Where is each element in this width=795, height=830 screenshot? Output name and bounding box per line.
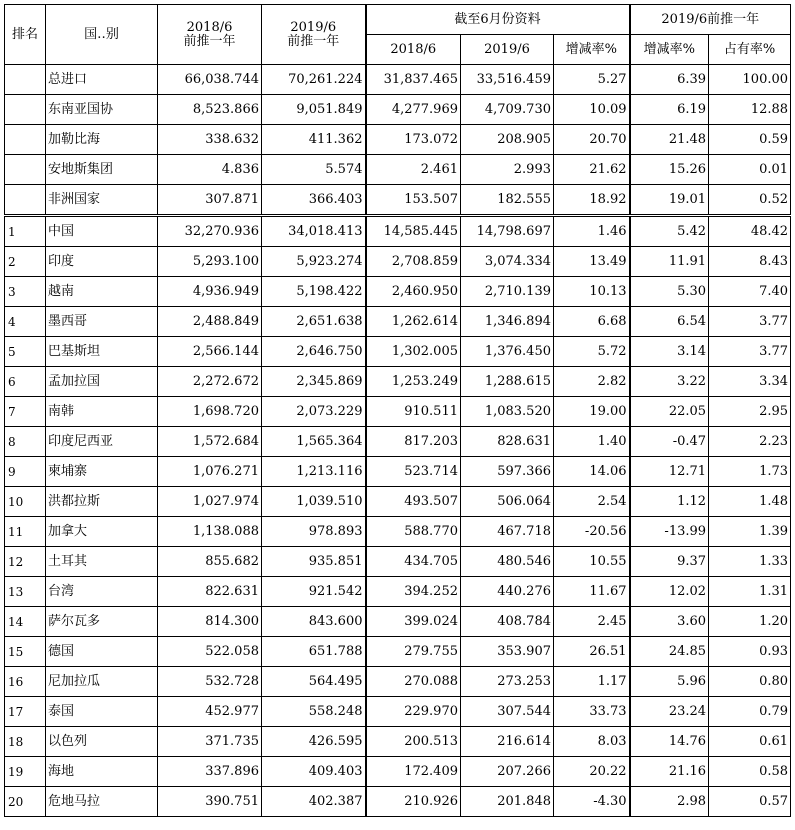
june-2019-cell: 3,074.334 — [461, 247, 554, 277]
table-row — [5, 487, 791, 517]
june-data-group-header: 截至6月份资料 — [366, 5, 630, 35]
trailing-share-cell: 0.58 — [709, 757, 791, 787]
june-2018-cell: 270.088 — [366, 667, 461, 697]
june-change-cell: 2.54 — [554, 487, 630, 517]
rank-cell: 12 — [5, 547, 46, 577]
table-row — [5, 757, 791, 787]
trailing-2018-cell: 337.896 — [158, 757, 262, 787]
june-2018-cell: 2,708.859 — [366, 247, 461, 277]
trailing-2019-date: 2019/6 — [290, 19, 337, 35]
trailing-2018-label: 前推一年 — [183, 33, 236, 49]
trailing-share-cell: 0.59 — [709, 125, 791, 155]
june-2019-cell: 201.848 — [461, 787, 554, 817]
trailing-share-cell: 0.79 — [709, 697, 791, 727]
rank-cell: 13 — [5, 577, 46, 607]
trailing-share-cell: 0.52 — [709, 185, 791, 216]
trailing-change-cell: 12.71 — [630, 457, 709, 487]
country-name-cell: 中国 — [46, 216, 158, 247]
june-2018-cell: 14,585.445 — [366, 216, 461, 247]
table-row — [5, 185, 791, 216]
trailing-2019-cell: 5.574 — [262, 155, 366, 185]
table-row — [5, 607, 791, 637]
country-name-cell: 东南亚国协 — [46, 95, 158, 125]
trailing-share-cell: 48.42 — [709, 216, 791, 247]
table-row — [5, 65, 791, 95]
trailing-2019-cell: 2,646.750 — [262, 337, 366, 367]
june-2018-cell: 523.714 — [366, 457, 461, 487]
june-2018-cell: 1,302.005 — [366, 337, 461, 367]
trailing-share-cell: 3.77 — [709, 307, 791, 337]
june-change-cell: 33.73 — [554, 697, 630, 727]
trailing-2019-cell: 558.248 — [262, 697, 366, 727]
june-2018-cell: 279.755 — [366, 637, 461, 667]
table-row — [5, 216, 791, 247]
june-2019-cell: 1,376.450 — [461, 337, 554, 367]
trailing-change-cell: 21.48 — [630, 125, 709, 155]
june-2018-cell: 493.507 — [366, 487, 461, 517]
country-name-cell: 越南 — [46, 277, 158, 307]
country-name-cell: 安地斯集团 — [46, 155, 158, 185]
june-2018-cell: 4,277.969 — [366, 95, 461, 125]
trailing-2019-label: 前推一年 — [287, 33, 340, 49]
june-change-cell: 10.09 — [554, 95, 630, 125]
june-2018-cell: 210.926 — [366, 787, 461, 817]
trailing-2019-cell: 2,073.229 — [262, 397, 366, 427]
trailing-2018-cell: 32,270.936 — [158, 216, 262, 247]
june-2018-header: 2018/6 — [366, 35, 461, 65]
june-2019-cell: 207.266 — [461, 757, 554, 787]
june-change-cell: 1.46 — [554, 216, 630, 247]
june-2019-cell: 14,798.697 — [461, 216, 554, 247]
june-change-cell: -20.56 — [554, 517, 630, 547]
june-2019-cell: 1,346.894 — [461, 307, 554, 337]
trailing-share-cell: 3.34 — [709, 367, 791, 397]
trailing-change-cell: 11.91 — [630, 247, 709, 277]
trailing-2018-cell: 1,027.974 — [158, 487, 262, 517]
trailing-2018-cell: 2,272.672 — [158, 367, 262, 397]
trailing-2018-cell: 8,523.866 — [158, 95, 262, 125]
country-name-cell: 德国 — [46, 637, 158, 667]
trailing-change-cell: 1.12 — [630, 487, 709, 517]
trailing-2019-cell: 366.403 — [262, 185, 366, 216]
trailing-share-cell: 0.01 — [709, 155, 791, 185]
trailing-change-cell: 9.37 — [630, 547, 709, 577]
country-name-cell: 印度 — [46, 247, 158, 277]
june-2018-cell: 910.511 — [366, 397, 461, 427]
table-row — [5, 367, 791, 397]
trailing-2018-cell: 5,293.100 — [158, 247, 262, 277]
table-row — [5, 697, 791, 727]
june-2018-cell: 172.409 — [366, 757, 461, 787]
rank-cell — [5, 125, 46, 155]
june-2019-cell: 440.276 — [461, 577, 554, 607]
trailing-2018-cell: 338.632 — [158, 125, 262, 155]
june-2019-cell: 4,709.730 — [461, 95, 554, 125]
country-name-cell: 墨西哥 — [46, 307, 158, 337]
trailing-2018-cell: 390.751 — [158, 787, 262, 817]
trailing-change-cell: 15.26 — [630, 155, 709, 185]
country-name-cell: 柬埔寨 — [46, 457, 158, 487]
trailing-change-cell: 21.16 — [630, 757, 709, 787]
rank-cell: 17 — [5, 697, 46, 727]
trailing-2018-cell: 371.735 — [158, 727, 262, 757]
june-change-cell: 13.49 — [554, 247, 630, 277]
june-2019-cell: 597.366 — [461, 457, 554, 487]
june-2019-cell: 353.907 — [461, 637, 554, 667]
trailing-share-cell: 100.00 — [709, 65, 791, 95]
trailing-change-cell: 6.19 — [630, 95, 709, 125]
june-2019-cell: 307.544 — [461, 697, 554, 727]
trailing-change-cell: 2.98 — [630, 787, 709, 817]
table-row — [5, 277, 791, 307]
june-change-cell: 10.55 — [554, 547, 630, 577]
rank-cell: 11 — [5, 517, 46, 547]
trailing-2018-cell: 307.871 — [158, 185, 262, 216]
table-row — [5, 787, 791, 817]
table-row — [5, 95, 791, 125]
june-2018-cell: 399.024 — [366, 607, 461, 637]
trailing-share-cell: 1.31 — [709, 577, 791, 607]
trailing-share-cell: 12.88 — [709, 95, 791, 125]
trailing-share-cell: 1.33 — [709, 547, 791, 577]
trailing-2019-header — [262, 5, 366, 65]
june-2018-cell: 394.252 — [366, 577, 461, 607]
country-name-cell: 台湾 — [46, 577, 158, 607]
rank-cell: 5 — [5, 337, 46, 367]
june-change-cell: 11.67 — [554, 577, 630, 607]
rank-cell: 8 — [5, 427, 46, 457]
trailing-2019-cell: 1,565.364 — [262, 427, 366, 457]
rank-cell: 16 — [5, 667, 46, 697]
june-2018-cell: 2,460.950 — [366, 277, 461, 307]
trailing-2019-cell: 5,198.422 — [262, 277, 366, 307]
rank-cell — [5, 185, 46, 216]
trailing-share-cell: 1.48 — [709, 487, 791, 517]
country-name-cell: 土耳其 — [46, 547, 158, 577]
june-2019-cell: 2.993 — [461, 155, 554, 185]
june-2019-cell: 2,710.139 — [461, 277, 554, 307]
june-change-header: 增减率% — [554, 35, 630, 65]
trailing-share-cell: 0.61 — [709, 727, 791, 757]
june-2019-cell: 828.631 — [461, 427, 554, 457]
trailing-2019-cell: 564.495 — [262, 667, 366, 697]
june-2018-cell: 1,253.249 — [366, 367, 461, 397]
rank-cell: 10 — [5, 487, 46, 517]
june-change-cell: 18.92 — [554, 185, 630, 216]
trailing-2019-cell: 70,261.224 — [262, 65, 366, 95]
country-name-cell: 孟加拉国 — [46, 367, 158, 397]
june-2019-cell: 33,516.459 — [461, 65, 554, 95]
country-name-cell: 南韩 — [46, 397, 158, 427]
rank-cell: 14 — [5, 607, 46, 637]
june-2018-cell: 817.203 — [366, 427, 461, 457]
trailing-change-cell: 24.85 — [630, 637, 709, 667]
trailing-2019-cell: 1,039.510 — [262, 487, 366, 517]
rank-cell: 20 — [5, 787, 46, 817]
trailing-2019-cell: 34,018.413 — [262, 216, 366, 247]
rank-cell: 18 — [5, 727, 46, 757]
june-change-cell: 5.72 — [554, 337, 630, 367]
table-row — [5, 517, 791, 547]
table-row — [5, 427, 791, 457]
june-change-cell: 20.70 — [554, 125, 630, 155]
trailing-share-header: 占有率% — [709, 35, 791, 65]
june-2019-cell: 1,288.615 — [461, 367, 554, 397]
trailing-share-cell: 2.23 — [709, 427, 791, 457]
country-name-cell: 洪都拉斯 — [46, 487, 158, 517]
country-name-cell: 非洲国家 — [46, 185, 158, 216]
trailing-share-cell: 8.43 — [709, 247, 791, 277]
june-2018-cell: 588.770 — [366, 517, 461, 547]
june-change-cell: 10.13 — [554, 277, 630, 307]
table-row — [5, 637, 791, 667]
trailing-change-cell: -0.47 — [630, 427, 709, 457]
trailing-share-cell: 0.57 — [709, 787, 791, 817]
trailing-change-cell: 6.39 — [630, 65, 709, 95]
trailing-2018-cell: 2,488.849 — [158, 307, 262, 337]
june-change-cell: 20.22 — [554, 757, 630, 787]
trailing-share-cell: 3.77 — [709, 337, 791, 367]
june-change-cell: 2.45 — [554, 607, 630, 637]
trailing-change-cell: 23.24 — [630, 697, 709, 727]
trailing-change-cell: 5.96 — [630, 667, 709, 697]
june-2019-cell: 182.555 — [461, 185, 554, 216]
table-row — [5, 577, 791, 607]
june-2019-cell: 216.614 — [461, 727, 554, 757]
trailing-change-cell: 5.42 — [630, 216, 709, 247]
trailing-2018-cell: 4,936.949 — [158, 277, 262, 307]
june-change-cell: 8.03 — [554, 727, 630, 757]
june-2019-cell: 480.546 — [461, 547, 554, 577]
trailing-share-cell: 0.80 — [709, 667, 791, 697]
trailing-2018-cell: 1,138.088 — [158, 517, 262, 547]
table-row — [5, 307, 791, 337]
trailing-group-header: 2019/6前推一年 — [630, 5, 791, 35]
country-name-cell: 泰国 — [46, 697, 158, 727]
country-name-cell: 加拿大 — [46, 517, 158, 547]
june-2019-cell: 467.718 — [461, 517, 554, 547]
table-row — [5, 125, 791, 155]
country-name-cell: 印度尼西亚 — [46, 427, 158, 457]
trailing-share-cell: 2.95 — [709, 397, 791, 427]
trailing-2018-cell: 4.836 — [158, 155, 262, 185]
trailing-change-cell: 3.22 — [630, 367, 709, 397]
table-row — [5, 667, 791, 697]
country-header: 国‥别 — [46, 5, 158, 65]
trailing-2018-date: 2018/6 — [186, 19, 233, 35]
trailing-change-cell: 19.01 — [630, 185, 709, 216]
june-2018-cell: 200.513 — [366, 727, 461, 757]
table-row — [5, 337, 791, 367]
import-statistics-table — [4, 4, 791, 817]
table-header — [5, 5, 791, 65]
june-change-cell: 5.27 — [554, 65, 630, 95]
june-2019-cell: 408.784 — [461, 607, 554, 637]
trailing-2018-cell: 822.631 — [158, 577, 262, 607]
table-row — [5, 457, 791, 487]
rank-cell: 1 — [5, 216, 46, 247]
june-change-cell: -4.30 — [554, 787, 630, 817]
trailing-2019-cell: 426.595 — [262, 727, 366, 757]
june-2019-cell: 273.253 — [461, 667, 554, 697]
country-name-cell: 以色列 — [46, 727, 158, 757]
trailing-change-cell: 14.76 — [630, 727, 709, 757]
ranked-rows — [5, 216, 791, 817]
trailing-2019-cell: 843.600 — [262, 607, 366, 637]
trailing-2019-cell: 9,051.849 — [262, 95, 366, 125]
trailing-2019-cell: 935.851 — [262, 547, 366, 577]
rank-cell — [5, 95, 46, 125]
rank-cell — [5, 155, 46, 185]
trailing-share-cell: 1.73 — [709, 457, 791, 487]
june-change-cell: 14.06 — [554, 457, 630, 487]
rank-header: 排名 — [5, 5, 46, 65]
june-2018-cell: 434.705 — [366, 547, 461, 577]
june-change-cell: 21.62 — [554, 155, 630, 185]
country-name-cell: 总进口 — [46, 65, 158, 95]
june-2019-cell: 1,083.520 — [461, 397, 554, 427]
trailing-2019-cell: 921.542 — [262, 577, 366, 607]
trailing-2018-cell: 66,038.744 — [158, 65, 262, 95]
june-2018-cell: 229.970 — [366, 697, 461, 727]
trailing-2019-cell: 1,213.116 — [262, 457, 366, 487]
table-row — [5, 397, 791, 427]
country-name-cell: 萨尔瓦多 — [46, 607, 158, 637]
trailing-2018-cell: 1,076.271 — [158, 457, 262, 487]
table-row — [5, 247, 791, 277]
trailing-2018-cell: 855.682 — [158, 547, 262, 577]
trailing-2018-cell: 522.058 — [158, 637, 262, 667]
summary-rows — [5, 65, 791, 216]
trailing-2018-cell: 1,572.684 — [158, 427, 262, 457]
june-change-cell: 6.68 — [554, 307, 630, 337]
trailing-change-cell: 5.30 — [630, 277, 709, 307]
june-2018-cell: 173.072 — [366, 125, 461, 155]
june-change-cell: 1.40 — [554, 427, 630, 457]
trailing-share-cell: 1.39 — [709, 517, 791, 547]
trailing-change-header: 增减率% — [630, 35, 709, 65]
trailing-2019-cell: 978.893 — [262, 517, 366, 547]
june-change-cell: 2.82 — [554, 367, 630, 397]
trailing-change-cell: -13.99 — [630, 517, 709, 547]
country-name-cell: 危地马拉 — [46, 787, 158, 817]
june-change-cell: 1.17 — [554, 667, 630, 697]
trailing-change-cell: 12.02 — [630, 577, 709, 607]
trailing-2018-cell: 1,698.720 — [158, 397, 262, 427]
trailing-2019-cell: 2,651.638 — [262, 307, 366, 337]
trailing-2019-cell: 5,923.274 — [262, 247, 366, 277]
trailing-2019-cell: 651.788 — [262, 637, 366, 667]
trailing-change-cell: 3.14 — [630, 337, 709, 367]
trailing-2018-cell: 814.300 — [158, 607, 262, 637]
trailing-share-cell: 0.93 — [709, 637, 791, 667]
rank-cell: 2 — [5, 247, 46, 277]
trailing-2019-cell: 2,345.869 — [262, 367, 366, 397]
country-name-cell: 海地 — [46, 757, 158, 787]
june-2019-cell: 506.064 — [461, 487, 554, 517]
june-2018-cell: 153.507 — [366, 185, 461, 216]
trailing-2018-cell: 2,566.144 — [158, 337, 262, 367]
country-name-cell: 尼加拉瓜 — [46, 667, 158, 697]
trailing-share-cell: 7.40 — [709, 277, 791, 307]
table-row — [5, 547, 791, 577]
trailing-2018-cell: 452.977 — [158, 697, 262, 727]
country-name-cell: 巴基斯坦 — [46, 337, 158, 367]
rank-cell: 7 — [5, 397, 46, 427]
trailing-2018-cell: 532.728 — [158, 667, 262, 697]
trailing-2019-cell: 402.387 — [262, 787, 366, 817]
rank-cell: 9 — [5, 457, 46, 487]
table-row — [5, 155, 791, 185]
june-2019-header: 2019/6 — [461, 35, 554, 65]
trailing-change-cell: 3.60 — [630, 607, 709, 637]
june-2018-cell: 1,262.614 — [366, 307, 461, 337]
rank-cell: 3 — [5, 277, 46, 307]
rank-cell: 15 — [5, 637, 46, 667]
june-2018-cell: 31,837.465 — [366, 65, 461, 95]
rank-cell: 4 — [5, 307, 46, 337]
june-2018-cell: 2.461 — [366, 155, 461, 185]
trailing-change-cell: 22.05 — [630, 397, 709, 427]
rank-cell: 19 — [5, 757, 46, 787]
trailing-2018-header — [158, 5, 262, 65]
trailing-share-cell: 1.20 — [709, 607, 791, 637]
june-2019-cell: 208.905 — [461, 125, 554, 155]
june-change-cell: 19.00 — [554, 397, 630, 427]
rank-cell — [5, 65, 46, 95]
trailing-2019-cell: 411.362 — [262, 125, 366, 155]
table-row — [5, 727, 791, 757]
trailing-change-cell: 6.54 — [630, 307, 709, 337]
june-change-cell: 26.51 — [554, 637, 630, 667]
trailing-2019-cell: 409.403 — [262, 757, 366, 787]
rank-cell: 6 — [5, 367, 46, 397]
country-name-cell: 加勒比海 — [46, 125, 158, 155]
